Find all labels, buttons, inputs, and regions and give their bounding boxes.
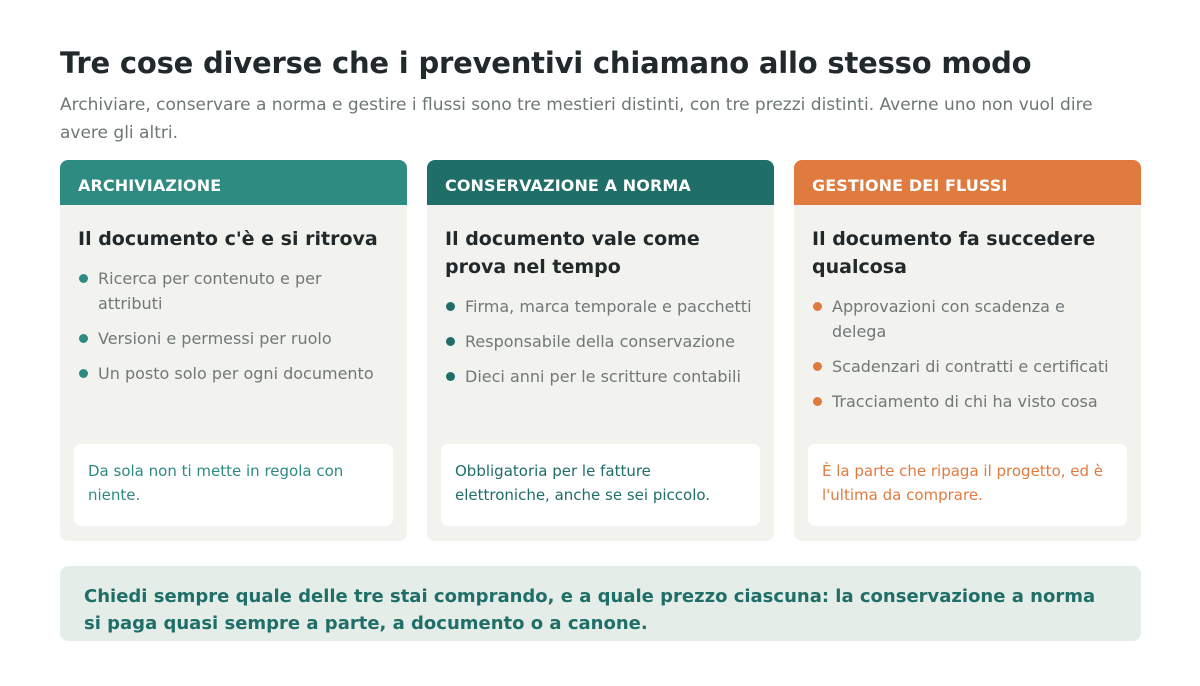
bullet-dot-icon <box>813 302 822 311</box>
list-item <box>78 361 389 386</box>
card-body <box>794 205 1141 414</box>
list-item <box>78 266 389 316</box>
page-subtitle: Archiviare, conservare a norma e gestire i flussi sono tre mestieri distinti, con tre prezzi distinti. Averne uno non vuol dire avere gli altri. <box>60 95 1093 143</box>
card-note: È la parte che ripaga il progetto, ed è l'ultima da comprare. <box>808 444 1127 526</box>
bullet-dot-icon <box>813 362 822 371</box>
bullet-dot-icon <box>79 274 88 283</box>
bullet-dot-icon <box>446 302 455 311</box>
bullet-text: Dieci anni per le scritture contabili <box>465 367 741 386</box>
card-header: CONSERVAZIONE A NORMA <box>427 160 774 205</box>
bullet-text: Un posto solo per ogni documento <box>98 364 374 383</box>
list-item <box>445 364 756 389</box>
bullet-text: Ricerca per contenuto e per attributi <box>98 269 322 313</box>
slide <box>60 44 1141 634</box>
card-archiviazione <box>60 160 407 541</box>
bullet-text: Tracciamento di chi ha visto cosa <box>832 392 1098 411</box>
bullet-dot-icon <box>446 337 455 346</box>
summary-callout: Chiedi sempre quale delle tre stai comprando, e a quale prezzo ciascuna: la conservazione a norma si paga quasi sempre a parte, a documento o a canone. <box>60 566 1141 641</box>
card-header: ARCHIVIAZIONE <box>60 160 407 205</box>
card-conservazione <box>427 160 774 541</box>
card-heading: Il documento c'è e si ritrova <box>78 228 378 250</box>
card-body <box>427 205 774 389</box>
card-note: Obbligatoria per le fatture elettroniche, anche se sei piccolo. <box>441 444 760 526</box>
bullet-list <box>78 266 389 386</box>
list-item <box>445 294 756 319</box>
bullet-text: Scadenzari di contratti e certificati <box>832 357 1109 376</box>
list-item <box>812 389 1123 414</box>
list-item <box>812 354 1123 379</box>
list-item <box>445 329 756 354</box>
bullet-dot-icon <box>813 397 822 406</box>
card-header: GESTIONE DEI FLUSSI <box>794 160 1141 205</box>
list-item <box>812 294 1123 344</box>
card-heading: Il documento fa succedere qualcosa <box>812 228 1096 278</box>
bullet-list <box>445 294 756 389</box>
card-body <box>60 205 407 386</box>
bullet-dot-icon <box>79 334 88 343</box>
list-item <box>78 326 389 351</box>
page-title: Tre cose diverse che i preventivi chiamano allo stesso modo <box>60 46 1032 80</box>
bullet-dot-icon <box>446 372 455 381</box>
bullet-text: Approvazioni con scadenza e delega <box>832 297 1065 341</box>
bullet-dot-icon <box>79 369 88 378</box>
cards-row <box>60 160 1141 541</box>
bullet-text: Versioni e permessi per ruolo <box>98 329 332 348</box>
card-gestione-flussi <box>794 160 1141 541</box>
bullet-text: Firma, marca temporale e pacchetti <box>465 297 752 316</box>
card-heading: Il documento vale come prova nel tempo <box>445 228 700 278</box>
card-note: Da sola non ti mette in regola con niente. <box>74 444 393 526</box>
bullet-text: Responsabile della conservazione <box>465 332 735 351</box>
bullet-list <box>812 294 1123 414</box>
